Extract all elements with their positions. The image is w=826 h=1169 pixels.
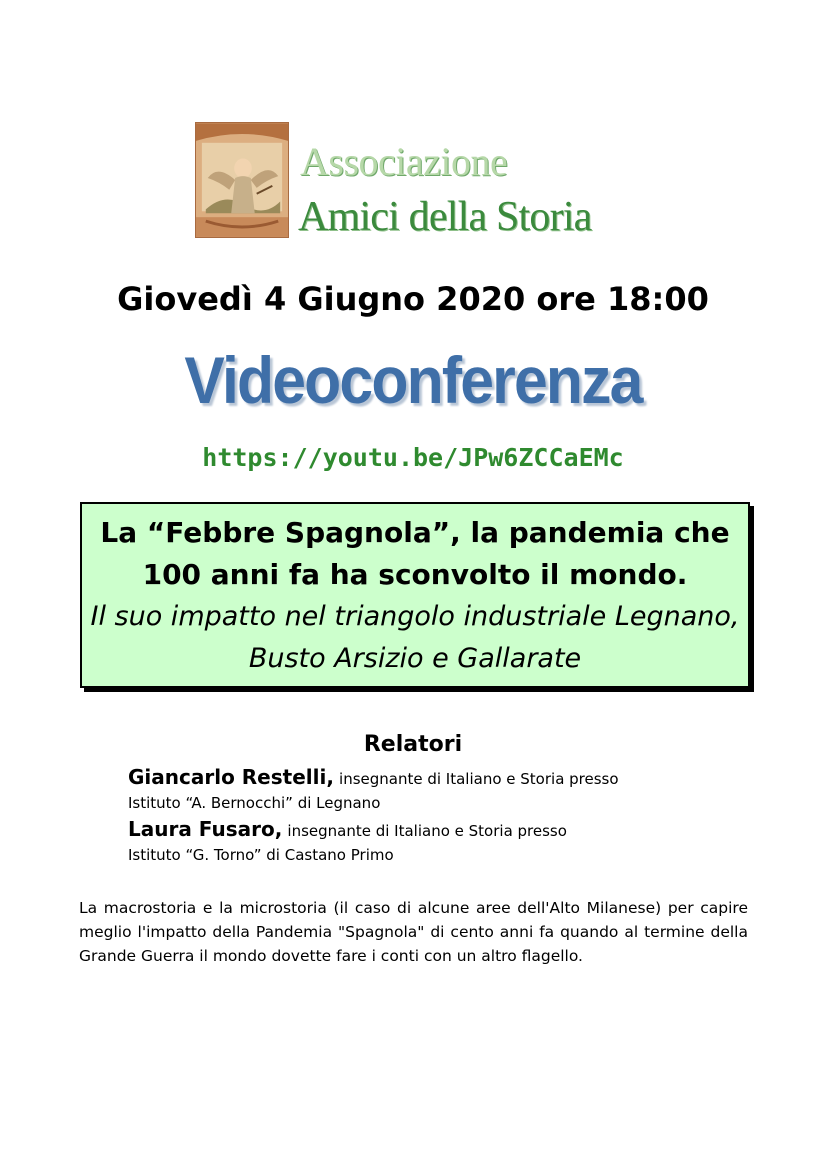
speaker-role: insegnante di Italiano e Storia presso bbox=[287, 822, 567, 840]
speaker-institution: Istituto “G. Torno” di Castano Primo bbox=[128, 846, 394, 864]
speaker-institution: Istituto “A. Bernocchi” di Legnano bbox=[128, 794, 381, 812]
event-description: La macrostoria e la microstoria (il caso di alcune aree dell'Alto Milanese) per capire meglio l'impatto della Pandemia "Spagnola" di cento anni fa quando al termine della Grande Guerra il mondo dovette fare i conti con un altro flagello. bbox=[79, 899, 748, 965]
event-date-time: Giovedì 4 Giugno 2020 ore 18:00 bbox=[117, 280, 709, 318]
logo-image bbox=[195, 122, 289, 238]
speaker-role: insegnante di Italiano e Storia presso bbox=[339, 770, 619, 788]
lecture-title-box bbox=[80, 502, 750, 688]
speaker-entry bbox=[128, 764, 768, 814]
youtube-link[interactable]: https://youtu.be/JPw6ZCCaEMc bbox=[202, 443, 624, 472]
speakers-heading: Relatori bbox=[363, 732, 463, 757]
association-name-line2: Amici della Storia bbox=[298, 194, 592, 240]
speaker-entry bbox=[128, 816, 768, 866]
event-format-heading: Videoconferenza bbox=[184, 343, 642, 417]
lecture-subtitle: Il suo impatto nel triangolo industriale Legnano, Busto Arsizio e Gallarate bbox=[90, 601, 740, 674]
speaker-name: Laura Fusaro, bbox=[128, 817, 283, 841]
lecture-title: La “Febbre Spagnola”, la pandemia che 100 anni fa ha sconvolto il mondo. bbox=[100, 516, 730, 591]
association-name-line1: Associazione bbox=[300, 139, 508, 184]
speaker-name: Giancarlo Restelli, bbox=[128, 765, 334, 789]
fresco-angel-painting bbox=[196, 123, 288, 237]
